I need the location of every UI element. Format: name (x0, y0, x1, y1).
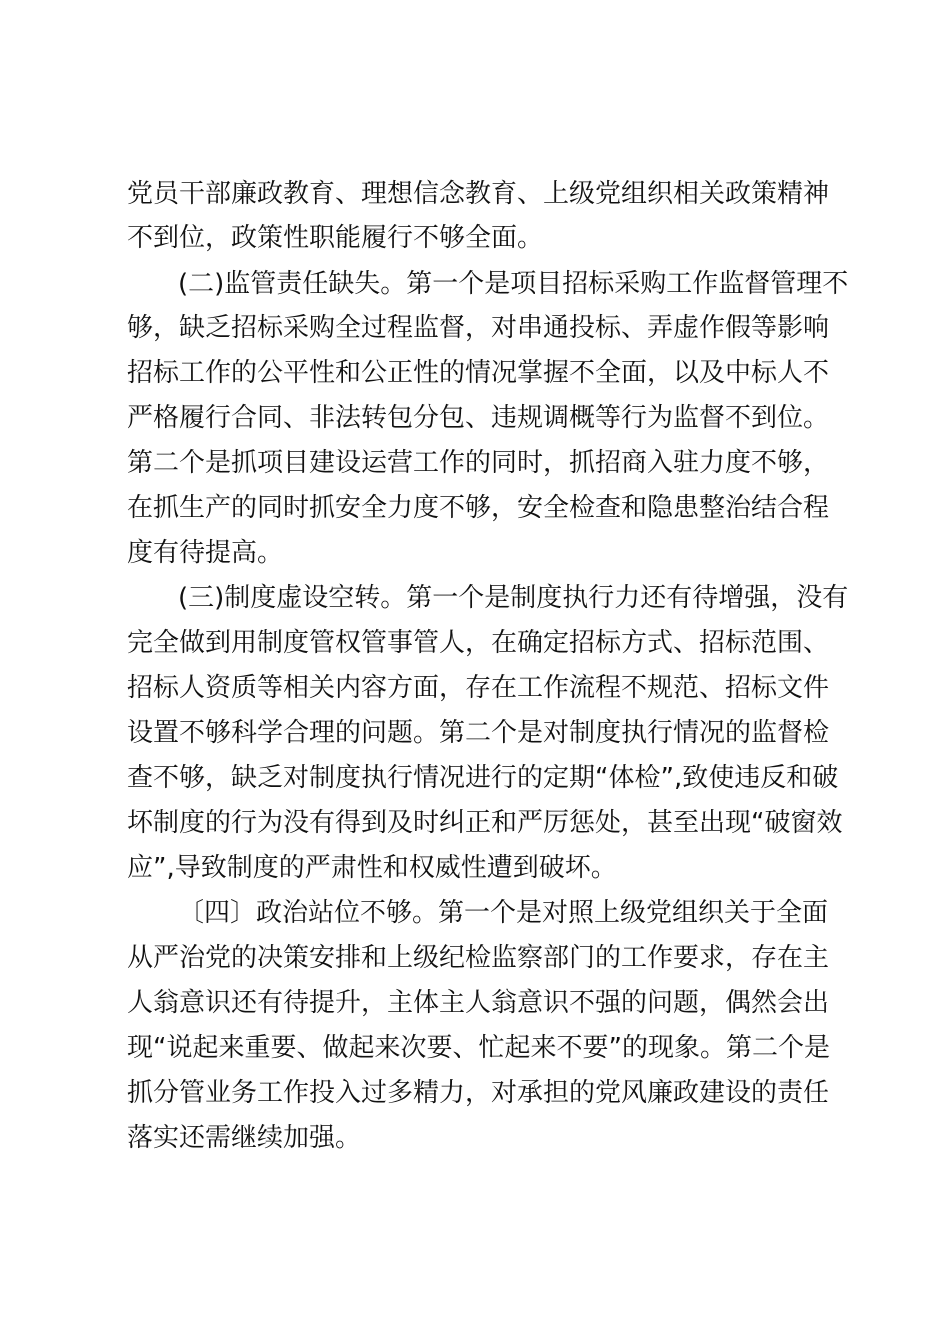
text-line: 招标工作的公平性和公正性的情况掌握不全面，以及中标人不 (127, 358, 830, 388)
section-4-heading-line: 〔四〕政治站位不够。第一个是对照上级党组织关于全面 (178, 898, 829, 928)
text-line: 从严治党的决策安排和上级纪检监察部门的工作要求，存在主 (127, 943, 830, 973)
text-line: 人翁意识还有待提升，主体主人翁意识不强的问题，偶然会出 (127, 988, 830, 1018)
text-line: 落实还需继续加强。 (127, 1123, 362, 1153)
text-line: 完全做到用制度管权管事管人，在确定招标方式、招标范围、 (127, 628, 830, 658)
text-line: 设置不够科学合理的问题。第二个是对制度执行情况的监督检 (127, 718, 830, 748)
text-line: 现“说起来重要、做起来次要、忙起来不要”的现象。第二个是 (127, 1033, 830, 1063)
text-line: 够，缺乏招标采购全过程监督，对串通投标、弄虚作假等影响 (127, 313, 830, 343)
text-line: 严格履行合同、非法转包分包、违规调概等行为监督不到位。 (127, 403, 830, 433)
text-line: 坏制度的行为没有得到及时纠正和严厉惩处，甚至出现“破窗效 (127, 808, 843, 838)
text-line: 招标人资质等相关内容方面，存在工作流程不规范、招标文件 (127, 673, 830, 703)
section-3-heading-line: (三)制度虚设空转。第一个是制度执行力还有待增强，没有 (178, 583, 849, 613)
text-line: 抓分管业务工作投入过多精力，对承担的党风廉政建设的责任 (127, 1078, 830, 1108)
text-line: 应”,导致制度的严肃性和权威性遭到破坏。 (127, 853, 617, 883)
text-line: 查不够，缺乏对制度执行情况进行的定期“体检”,致使违反和破 (127, 763, 839, 793)
text-line: 第二个是抓项目建设运营工作的同时，抓招商入驻力度不够， (127, 448, 830, 478)
section-2-heading-line: (二)监管责任缺失。第一个是项目招标采购工作监督管理不 (178, 269, 849, 299)
text-line: 党员干部廉政教育、理想信念教育、上级党组织相关政策精神 (127, 179, 830, 209)
text-line: 在抓生产的同时抓安全力度不够，安全检查和隐患整治结合程 (127, 493, 830, 523)
text-line: 度有待提高。 (127, 538, 284, 568)
text-line: 不到位，政策性职能履行不够全面。 (127, 223, 544, 253)
